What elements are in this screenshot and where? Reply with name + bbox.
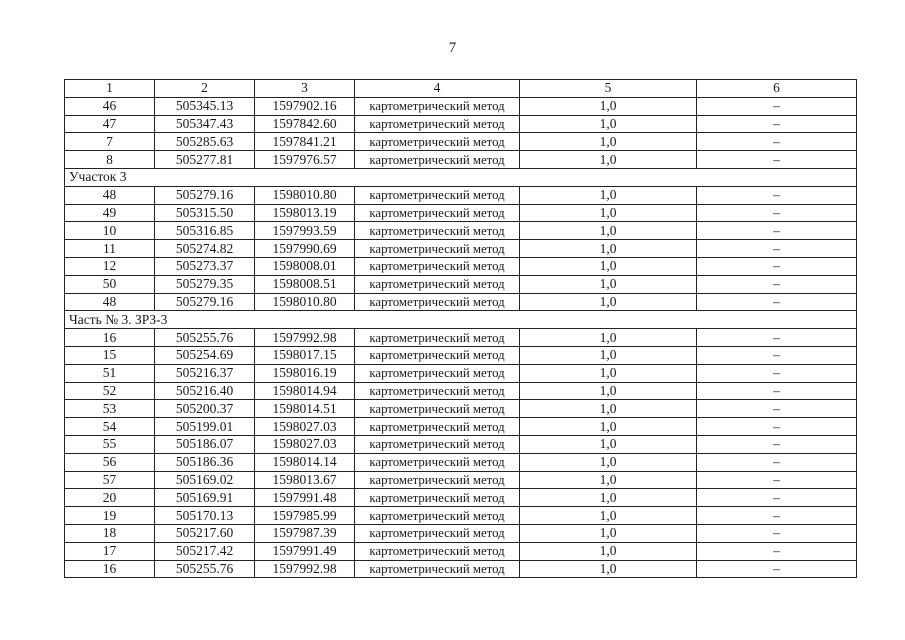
note-cell: –	[697, 329, 857, 347]
note-cell: –	[697, 222, 857, 240]
section-label: Участок 3	[65, 168, 857, 186]
note-cell: –	[697, 507, 857, 525]
point-number-cell: 15	[65, 346, 155, 364]
point-number-cell: 20	[65, 489, 155, 507]
accuracy-cell: 1,0	[520, 524, 697, 542]
method-cell: картометрический метод	[355, 489, 520, 507]
note-cell: –	[697, 97, 857, 115]
accuracy-cell: 1,0	[520, 471, 697, 489]
page-number: 7	[448, 40, 457, 56]
method-cell: картометрический метод	[355, 204, 520, 222]
table-row	[65, 489, 857, 507]
note-cell: –	[697, 382, 857, 400]
note-cell: –	[697, 133, 857, 151]
accuracy-cell: 1,0	[520, 400, 697, 418]
method-cell: картометрический метод	[355, 435, 520, 453]
table-row	[65, 133, 857, 151]
point-number-cell: 8	[65, 151, 155, 169]
note-cell: –	[697, 240, 857, 258]
x-coordinate-cell: 505277.81	[155, 151, 255, 169]
method-cell: картометрический метод	[355, 240, 520, 258]
y-coordinate-cell: 1597987.39	[255, 524, 355, 542]
table-row	[65, 240, 857, 258]
x-coordinate-cell: 505169.91	[155, 489, 255, 507]
x-coordinate-cell: 505279.16	[155, 293, 255, 311]
table-row	[65, 257, 857, 275]
x-coordinate-cell: 505254.69	[155, 346, 255, 364]
y-coordinate-cell: 1598014.94	[255, 382, 355, 400]
x-coordinate-cell: 505279.16	[155, 186, 255, 204]
method-cell: картометрический метод	[355, 453, 520, 471]
x-coordinate-cell: 505273.37	[155, 257, 255, 275]
x-coordinate-cell: 505169.02	[155, 471, 255, 489]
table-row	[65, 115, 857, 133]
point-number-cell: 11	[65, 240, 155, 258]
point-number-cell: 55	[65, 435, 155, 453]
note-cell: –	[697, 542, 857, 560]
y-coordinate-cell: 1597992.98	[255, 560, 355, 578]
table-row	[65, 471, 857, 489]
method-cell: картометрический метод	[355, 275, 520, 293]
x-coordinate-cell: 505345.13	[155, 97, 255, 115]
note-cell: –	[697, 364, 857, 382]
accuracy-cell: 1,0	[520, 418, 697, 436]
accuracy-cell: 1,0	[520, 329, 697, 347]
y-coordinate-cell: 1597841.21	[255, 133, 355, 151]
x-coordinate-cell: 505216.37	[155, 364, 255, 382]
y-coordinate-cell: 1597976.57	[255, 151, 355, 169]
method-cell: картометрический метод	[355, 222, 520, 240]
point-number-cell: 57	[65, 471, 155, 489]
accuracy-cell: 1,0	[520, 97, 697, 115]
x-coordinate-cell: 505186.07	[155, 435, 255, 453]
point-number-cell: 47	[65, 115, 155, 133]
method-cell: картометрический метод	[355, 524, 520, 542]
note-cell: –	[697, 489, 857, 507]
point-number-cell: 46	[65, 97, 155, 115]
y-coordinate-cell: 1597902.16	[255, 97, 355, 115]
table-row	[65, 507, 857, 525]
method-cell: картометрический метод	[355, 186, 520, 204]
point-number-cell: 49	[65, 204, 155, 222]
section-row	[65, 168, 857, 186]
column-header: 4	[355, 80, 520, 98]
table-row	[65, 435, 857, 453]
x-coordinate-cell: 505285.63	[155, 133, 255, 151]
table-row	[65, 418, 857, 436]
y-coordinate-cell: 1598008.01	[255, 257, 355, 275]
y-coordinate-cell: 1598027.03	[255, 435, 355, 453]
method-cell: картометрический метод	[355, 418, 520, 436]
x-coordinate-cell: 505316.85	[155, 222, 255, 240]
x-coordinate-cell: 505274.82	[155, 240, 255, 258]
method-cell: картометрический метод	[355, 115, 520, 133]
column-header: 5	[520, 80, 697, 98]
note-cell: –	[697, 204, 857, 222]
accuracy-cell: 1,0	[520, 560, 697, 578]
header-row	[65, 80, 857, 98]
y-coordinate-cell: 1598013.19	[255, 204, 355, 222]
y-coordinate-cell: 1597993.59	[255, 222, 355, 240]
method-cell: картометрический метод	[355, 507, 520, 525]
x-coordinate-cell: 505199.01	[155, 418, 255, 436]
point-number-cell: 16	[65, 329, 155, 347]
accuracy-cell: 1,0	[520, 382, 697, 400]
method-cell: картометрический метод	[355, 560, 520, 578]
point-number-cell: 54	[65, 418, 155, 436]
y-coordinate-cell: 1597991.48	[255, 489, 355, 507]
note-cell: –	[697, 435, 857, 453]
column-header: 3	[255, 80, 355, 98]
point-number-cell: 50	[65, 275, 155, 293]
accuracy-cell: 1,0	[520, 507, 697, 525]
y-coordinate-cell: 1598013.67	[255, 471, 355, 489]
method-cell: картометрический метод	[355, 364, 520, 382]
point-number-cell: 17	[65, 542, 155, 560]
accuracy-cell: 1,0	[520, 346, 697, 364]
y-coordinate-cell: 1598014.14	[255, 453, 355, 471]
point-number-cell: 12	[65, 257, 155, 275]
y-coordinate-cell: 1597992.98	[255, 329, 355, 347]
table-row	[65, 222, 857, 240]
x-coordinate-cell: 505315.50	[155, 204, 255, 222]
section-label: Часть № 3. ЗРЗ-3	[65, 311, 857, 329]
table-row	[65, 186, 857, 204]
y-coordinate-cell: 1598010.80	[255, 186, 355, 204]
table-row	[65, 453, 857, 471]
table-row	[65, 293, 857, 311]
note-cell: –	[697, 257, 857, 275]
y-coordinate-cell: 1597990.69	[255, 240, 355, 258]
x-coordinate-cell: 505255.76	[155, 560, 255, 578]
x-coordinate-cell: 505170.13	[155, 507, 255, 525]
accuracy-cell: 1,0	[520, 364, 697, 382]
method-cell: картометрический метод	[355, 329, 520, 347]
method-cell: картометрический метод	[355, 346, 520, 364]
method-cell: картометрический метод	[355, 542, 520, 560]
table-row	[65, 346, 857, 364]
x-coordinate-cell: 505255.76	[155, 329, 255, 347]
y-coordinate-cell: 1598014.51	[255, 400, 355, 418]
accuracy-cell: 1,0	[520, 489, 697, 507]
section-row	[65, 311, 857, 329]
y-coordinate-cell: 1597842.60	[255, 115, 355, 133]
accuracy-cell: 1,0	[520, 240, 697, 258]
method-cell: картометрический метод	[355, 257, 520, 275]
table-row	[65, 542, 857, 560]
x-coordinate-cell: 505216.40	[155, 382, 255, 400]
point-number-cell: 19	[65, 507, 155, 525]
method-cell: картометрический метод	[355, 293, 520, 311]
table-row	[65, 151, 857, 169]
y-coordinate-cell: 1598017.15	[255, 346, 355, 364]
x-coordinate-cell: 505200.37	[155, 400, 255, 418]
x-coordinate-cell: 505186.36	[155, 453, 255, 471]
accuracy-cell: 1,0	[520, 186, 697, 204]
point-number-cell: 56	[65, 453, 155, 471]
note-cell: –	[697, 400, 857, 418]
method-cell: картометрический метод	[355, 151, 520, 169]
point-number-cell: 16	[65, 560, 155, 578]
table-row	[65, 204, 857, 222]
x-coordinate-cell: 505217.42	[155, 542, 255, 560]
x-coordinate-cell: 505217.60	[155, 524, 255, 542]
point-number-cell: 48	[65, 293, 155, 311]
accuracy-cell: 1,0	[520, 222, 697, 240]
note-cell: –	[697, 560, 857, 578]
column-header: 1	[65, 80, 155, 98]
point-number-cell: 7	[65, 133, 155, 151]
point-number-cell: 53	[65, 400, 155, 418]
note-cell: –	[697, 346, 857, 364]
table-row	[65, 97, 857, 115]
note-cell: –	[697, 453, 857, 471]
point-number-cell: 51	[65, 364, 155, 382]
note-cell: –	[697, 524, 857, 542]
y-coordinate-cell: 1597985.99	[255, 507, 355, 525]
y-coordinate-cell: 1598027.03	[255, 418, 355, 436]
accuracy-cell: 1,0	[520, 133, 697, 151]
table-row	[65, 382, 857, 400]
accuracy-cell: 1,0	[520, 275, 697, 293]
accuracy-cell: 1,0	[520, 435, 697, 453]
column-header: 6	[697, 80, 857, 98]
y-coordinate-cell: 1598010.80	[255, 293, 355, 311]
method-cell: картометрический метод	[355, 400, 520, 418]
note-cell: –	[697, 115, 857, 133]
accuracy-cell: 1,0	[520, 293, 697, 311]
table-row	[65, 560, 857, 578]
x-coordinate-cell: 505279.35	[155, 275, 255, 293]
point-number-cell: 10	[65, 222, 155, 240]
table-row	[65, 524, 857, 542]
accuracy-cell: 1,0	[520, 115, 697, 133]
table-row	[65, 329, 857, 347]
y-coordinate-cell: 1598008.51	[255, 275, 355, 293]
note-cell: –	[697, 186, 857, 204]
y-coordinate-cell: 1597991.49	[255, 542, 355, 560]
accuracy-cell: 1,0	[520, 542, 697, 560]
accuracy-cell: 1,0	[520, 151, 697, 169]
x-coordinate-cell: 505347.43	[155, 115, 255, 133]
accuracy-cell: 1,0	[520, 257, 697, 275]
method-cell: картометрический метод	[355, 382, 520, 400]
note-cell: –	[697, 418, 857, 436]
accuracy-cell: 1,0	[520, 204, 697, 222]
table-row	[65, 275, 857, 293]
table-body	[65, 97, 857, 578]
point-number-cell: 52	[65, 382, 155, 400]
note-cell: –	[697, 151, 857, 169]
column-header: 2	[155, 80, 255, 98]
y-coordinate-cell: 1598016.19	[255, 364, 355, 382]
note-cell: –	[697, 471, 857, 489]
accuracy-cell: 1,0	[520, 453, 697, 471]
point-number-cell: 18	[65, 524, 155, 542]
table-row	[65, 364, 857, 382]
method-cell: картометрический метод	[355, 133, 520, 151]
note-cell: –	[697, 275, 857, 293]
note-cell: –	[697, 293, 857, 311]
method-cell: картометрический метод	[355, 471, 520, 489]
coordinates-table	[64, 79, 857, 578]
point-number-cell: 48	[65, 186, 155, 204]
method-cell: картометрический метод	[355, 97, 520, 115]
table-row	[65, 400, 857, 418]
